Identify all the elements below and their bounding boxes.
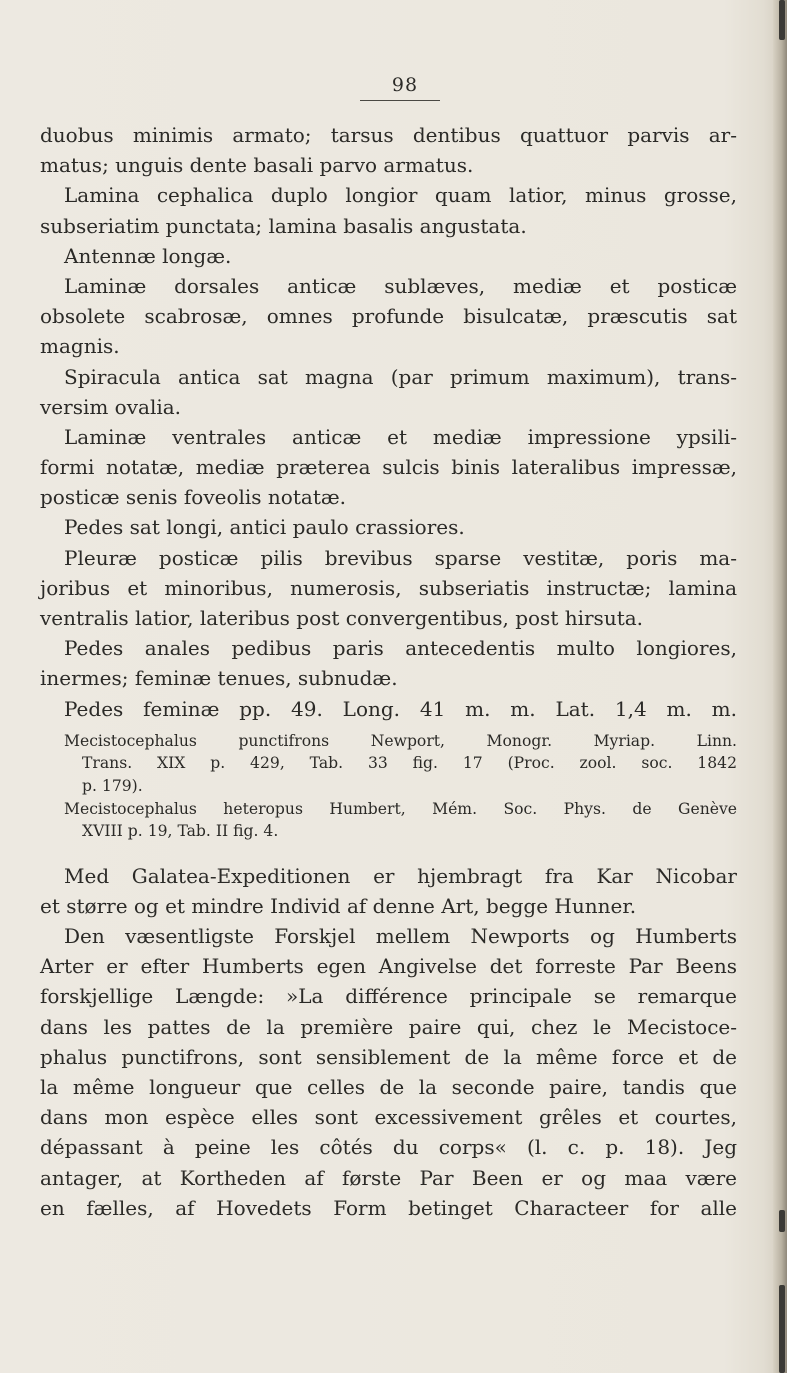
text-line: en fælles, af Hovedets Form betinget Characteer for alle <box>40 1195 737 1220</box>
text-line: dans les pattes de la première paire qui, chez le Mecistoce- <box>40 1014 737 1039</box>
text-line: joribus et minoribus, numerosis, subseriatis instructæ; lamina <box>40 575 737 600</box>
spacer <box>40 843 737 861</box>
text-line: antager, at Kortheden af første Par Been er og maa være <box>40 1165 737 1190</box>
text-line: forskjellige Længde: »La différence principale se remarque <box>40 984 737 1009</box>
page-number: 98 <box>391 74 419 96</box>
text-line: Laminæ dorsales anticæ sublæves, mediæ et posticæ <box>64 273 737 298</box>
reference-line: XVIII p. 19, Tab. II fig. 4. <box>82 822 279 841</box>
text-line: dépassant à peine les côtés du corps« (l. c. p. 18). Jeg <box>40 1135 737 1160</box>
reference-line: Trans. XIX p. 429, Tab. 33 fig. 17 (Proc. zool. soc. 1842 <box>82 754 737 773</box>
text-line: Pedes sat longi, antici paulo crassiores. <box>64 515 465 540</box>
reference-line: Mecistocephalus heteropus Humbert, Mém. Soc. Phys. de Genève <box>64 799 737 818</box>
text-line: versim ovalia. <box>40 394 182 419</box>
text-line: Pedes feminæ pp. 49. Long. 41 m. m. Lat. 1,4 m. m. <box>64 696 737 721</box>
text-line: phalus punctifrons, sont sensiblement de la même force et de <box>40 1044 737 1069</box>
page-edge <box>773 0 787 1373</box>
text-line: inermes; feminæ tenues, subnudæ. <box>40 666 398 691</box>
text-line: Antennæ longæ. <box>64 243 232 268</box>
text-line: Pleuræ posticæ pilis brevibus sparse vestitæ, poris ma- <box>64 545 737 570</box>
edge-mark <box>779 0 785 40</box>
text-line: Arter er efter Humberts egen Angivelse det forreste Par Beens <box>40 954 737 979</box>
edge-mark <box>779 1285 785 1373</box>
page-number-rule <box>360 100 440 101</box>
text-line: obsolete scabrosæ, omnes profunde bisulcatæ, præscutis sat <box>40 304 737 329</box>
reference-line: Mecistocephalus punctifrons Newport, Monogr. Myriap. Linn. <box>64 731 737 750</box>
text-line: Spiracula antica sat magna (par primum maximum), trans- <box>64 364 737 389</box>
text-line: dans mon espèce elles sont excessivement grêles et courtes, <box>40 1105 737 1130</box>
text-line: subseriatim punctata; lamina basalis angustata. <box>40 213 527 238</box>
text-line: duobus minimis armato; tarsus dentibus quattuor parvis ar- <box>40 123 737 147</box>
text-line: et større og et mindre Individ af denne Art, begge Hunner. <box>40 893 637 918</box>
text-line: Den væsentligste Forskjel mellem Newports og Humberts <box>64 924 737 949</box>
text-line: Laminæ ventrales anticæ et mediæ impressione ypsili- <box>64 424 737 449</box>
text-line: la même longueur que celles de la seconde paire, tandis que <box>40 1075 737 1100</box>
text-line: Pedes anales pedibus paris antecedentis multo longiores, <box>64 636 737 661</box>
text-line: posticæ senis foveolis notatæ. <box>40 485 347 510</box>
text-line: formi notatæ, mediæ præterea sulcis binis lateralibus impressæ, <box>40 455 737 480</box>
reference-line: p. 179). <box>82 776 143 795</box>
text-line: Lamina cephalica duplo longior quam latior, minus grosse, <box>64 183 737 208</box>
page-text <box>40 120 737 1223</box>
text-line: Med Galatea-Expeditionen er hjembragt fra Kar Nicobar <box>64 863 737 888</box>
text-line: ventralis latior, lateribus post convergentibus, post hirsuta. <box>40 606 644 630</box>
text-line: matus; unguis dente basali parvo armatus. <box>40 153 474 178</box>
text-line: magnis. <box>40 334 120 359</box>
edge-mark <box>779 1210 785 1232</box>
